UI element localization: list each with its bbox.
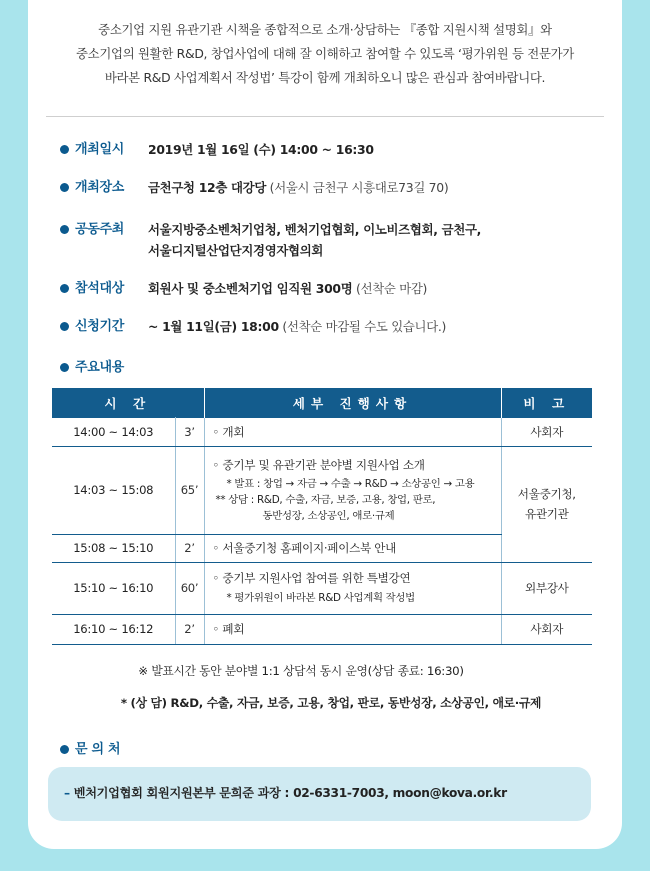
info-value: [148, 219, 600, 261]
bullet-icon: [60, 322, 69, 331]
intro-line: 중소기업 지원 유관기관 시책을 종합적으로 소개·상담하는 『종합 지원시책 설명회』와: [98, 22, 552, 37]
row-minutes: 2’: [175, 534, 204, 562]
bullet-icon: [60, 225, 69, 234]
info-value: 2019년 1월 16일 (수) 14:00 ~ 16:30: [148, 142, 374, 157]
info-label: 참석대상: [75, 281, 125, 296]
info-label: 개최장소: [75, 180, 125, 195]
row-desc-sub: 동반성장, 소상공인, 애로·규제: [262, 509, 395, 522]
contact-dash: –: [64, 786, 70, 800]
row-note: [501, 446, 592, 562]
info-label: 공동주최: [75, 222, 125, 237]
row-desc-main: ◦ 중기부 및 유관기관 분야별 지원사업 소개: [212, 457, 425, 472]
bullet-icon: [60, 363, 69, 372]
intro-line: 바라본 R&D 사업계획서 작성법’ 특강이 함께 개최하오니 많은 관심과 참여바랍니다.: [104, 70, 546, 85]
schedule-table: [52, 388, 592, 645]
row-note: 외부강사: [501, 562, 592, 614]
row-note: 사회자: [501, 614, 592, 644]
table-row: [52, 417, 592, 446]
row-minutes: 60’: [175, 562, 204, 614]
info-value: [148, 316, 600, 337]
divider: [46, 116, 604, 117]
content-card: [28, 0, 622, 849]
info-value-line: 서울지방중소벤처기업청, 벤처기업협회, 이노비즈협회, 금천구,: [148, 222, 482, 237]
row-desc: [204, 446, 501, 534]
contact-detail: 벤처기업협회 회원지원본부 문희준 과장 : 02-6331-7003, moon@kova.or.kr: [69, 786, 507, 800]
row-minutes: 3’: [175, 417, 204, 446]
info-value-light: (서울시 금천구 시흥대로73길 70): [266, 180, 449, 195]
info-value-strong: 회원사 및 중소벤처기업 임직원 300명: [148, 281, 353, 296]
row-desc-sub: * 평가위원이 바라본 R&D 사업계획 작성법: [226, 592, 415, 604]
row-desc-sub: * 발표 : 창업 → 자금 → 수출 → R&D → 소상공인 → 고용: [226, 477, 475, 490]
row-minutes: 2’: [175, 614, 204, 644]
table-row: [52, 562, 592, 614]
row-time: 16:10 ~ 16:12: [52, 614, 175, 644]
row-desc-sub: ** 상담 : R&D, 수출, 자금, 보증, 고용, 창업, 판로,: [215, 493, 436, 506]
info-label: 문 의 처: [75, 742, 121, 757]
header-detail: 세부 진행사항: [204, 388, 501, 417]
intro-paragraph: [48, 18, 602, 90]
row-minutes: 65’: [175, 446, 204, 534]
info-value-light: (선착순 마감될 수도 있습니다.): [278, 319, 447, 334]
row-desc: [204, 562, 501, 614]
row-note: 사회자: [501, 417, 592, 446]
footnote-line: ※ 발표시간 동안 분야별 1:1 상담석 동시 운영(상담 종료: 16:30): [138, 664, 464, 678]
info-label: 주요내용: [75, 360, 125, 375]
row-note-line: 유관기관: [524, 507, 569, 521]
info-value: [148, 278, 600, 299]
bullet-icon: [60, 183, 69, 192]
row-time: 14:00 ~ 14:03: [52, 417, 175, 446]
contact-box: [48, 767, 591, 821]
intro-line: 중소기업의 원활한 R&D, 창업사업에 대해 잘 이해하고 참여할 수 있도록 ‘평가위원 등 전문가가: [76, 46, 574, 61]
info-value: [148, 177, 600, 198]
footnote-line: * (상 담) R&D, 수출, 자금, 보증, 고용, 창업, 판로, 동반성장, 소상공인, 애로·규제: [120, 696, 542, 710]
row-time: 15:10 ~ 16:10: [52, 562, 175, 614]
row-time: 14:03 ~ 15:08: [52, 446, 175, 534]
bullet-icon: [60, 745, 69, 754]
row-desc: ◦ 개회: [204, 417, 501, 446]
table-row: [52, 446, 592, 534]
info-label: 신청기간: [75, 319, 125, 334]
info-label: 개최일시: [75, 142, 125, 157]
table-row: [52, 614, 592, 644]
row-desc: ◦ 폐회: [204, 614, 501, 644]
header-note: 비 고: [501, 388, 592, 417]
row-note-line: 서울중기청,: [517, 487, 576, 501]
row-desc: ◦ 서울중기청 홈페이지·페이스북 안내: [204, 534, 501, 562]
bullet-icon: [60, 284, 69, 293]
header-time: 시 간: [52, 388, 204, 417]
row-desc-main: ◦ 중기부 지원사업 참여를 위한 특별강연: [212, 571, 411, 585]
info-value-line: 서울디지털산업단지경영자협의회: [148, 243, 324, 258]
info-value-strong: 금천구청 12층 대강당: [148, 180, 267, 195]
row-time: 15:08 ~ 15:10: [52, 534, 175, 562]
info-value-strong: ~ 1월 11일(금) 18:00: [148, 319, 279, 334]
table-header-row: [52, 388, 592, 417]
bullet-icon: [60, 145, 69, 154]
contact-text: [64, 784, 507, 801]
info-value-light: (선착순 마감): [352, 281, 428, 296]
